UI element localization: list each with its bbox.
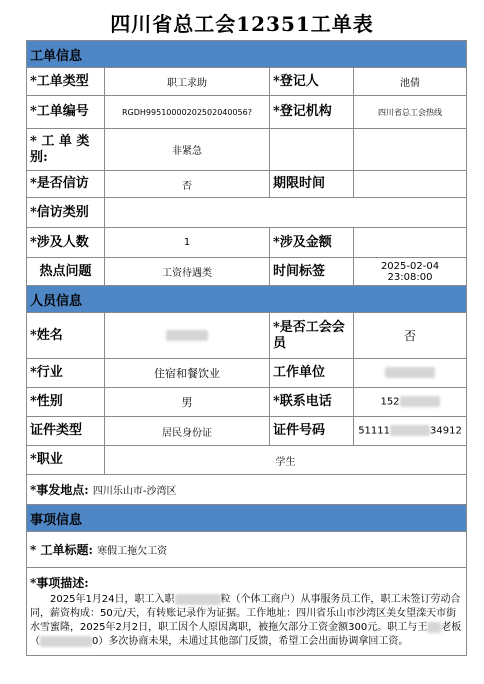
member-label: *是否工会会员 <box>270 313 354 359</box>
row-job <box>27 446 467 475</box>
row-hot <box>27 258 467 286</box>
id-number-label: 证件号码 <box>270 417 354 446</box>
job-value: 学生 <box>105 446 467 475</box>
phone-value <box>354 388 467 417</box>
registrant-value: 池倩 <box>354 68 467 96</box>
row-location <box>27 475 467 505</box>
time-value: 2025-02-04 23:08:00 <box>354 258 467 286</box>
row-order-type <box>27 68 467 96</box>
section-person-title: 人员信息 <box>27 286 467 313</box>
hot-value: 工资待遇类 <box>105 258 270 286</box>
phone-label: *联系电话 <box>270 388 354 417</box>
hot-label: 热点问题 <box>27 258 105 286</box>
order-number-label: *工单编号 <box>27 96 105 129</box>
category-empty-label <box>270 129 354 171</box>
row-name <box>27 313 467 359</box>
name-redaction <box>166 330 208 341</box>
matter-title-value: 寒假工拖欠工资 <box>97 546 168 557</box>
amount-label: *涉及金额 <box>270 228 354 258</box>
section-matter-title: 事项信息 <box>27 505 467 532</box>
people-label: *涉及人数 <box>27 228 105 258</box>
section-order-title: 工单信息 <box>27 41 467 68</box>
amount-value <box>354 228 467 258</box>
job-label: *职业 <box>27 446 105 475</box>
desc-part2: 粒（个体工商户）从事服务员工作，职工未签订劳动合同，薪资构成：50元/天，有转账记录作为证据。工作地址：四川省乐山市沙湾区美女望滦天市街水雪蜜隆，2025年2月2日，职工因个人原因离职，被拖欠部分工资金额300元。职工与王 <box>30 594 461 633</box>
row-matter-desc <box>27 568 467 656</box>
desc-part3: 老板（ <box>30 622 462 647</box>
visit-value: 否 <box>105 171 270 198</box>
visit-type-value <box>105 198 467 228</box>
order-type-value: 职工求助 <box>105 68 270 96</box>
phone-prefix: 152 <box>380 396 400 408</box>
industry-value: 住宿和餐饮业 <box>105 359 270 388</box>
visit-type-label: *信访类别 <box>27 198 105 228</box>
category-value: 非紧急 <box>105 129 270 171</box>
desc-part1: 2025年1月24日，职工入职 <box>50 594 175 605</box>
desc-redaction-3 <box>40 636 92 647</box>
workplace-value <box>354 359 467 388</box>
id-number-value <box>354 417 467 446</box>
gender-value: 男 <box>105 388 270 417</box>
location-label: *事发地点: <box>30 483 89 497</box>
name-value <box>105 313 270 359</box>
people-value: 1 <box>105 228 270 258</box>
row-id-type <box>27 417 467 446</box>
row-industry <box>27 359 467 388</box>
deadline-value <box>354 171 467 198</box>
id-type-value: 居民身份证 <box>105 417 270 446</box>
id-prefix: 51111 <box>358 425 390 437</box>
id-redaction <box>390 425 430 436</box>
section-matter-header <box>27 505 467 532</box>
category-empty-value <box>354 129 467 171</box>
desc-redaction-2 <box>427 622 441 633</box>
row-matter-title <box>27 532 467 568</box>
category-label: * 工 单 类 别: <box>27 129 105 171</box>
section-order-header <box>27 41 467 68</box>
registrant-label: *登记人 <box>270 68 354 96</box>
matter-title-cell <box>27 532 467 568</box>
row-gender <box>27 388 467 417</box>
row-visit <box>27 171 467 198</box>
time-label: 时间标签 <box>270 258 354 286</box>
matter-title-label: * 工单标题: <box>30 543 93 557</box>
id-type-label: 证件类型 <box>27 417 105 446</box>
workplace-redaction <box>385 367 435 378</box>
row-order-number <box>27 96 467 129</box>
deadline-label: 期限时间 <box>270 171 354 198</box>
industry-label: *行业 <box>27 359 105 388</box>
desc-redaction-1 <box>175 594 221 605</box>
matter-desc-cell <box>27 568 467 656</box>
location-value: 四川乐山市-沙湾区 <box>92 486 177 497</box>
workplace-label: 工作单位 <box>270 359 354 388</box>
matter-desc-body <box>30 591 463 651</box>
matter-desc-label: *事项描述: <box>30 576 89 590</box>
page-title: 四川省总工会12351工单表 <box>110 12 374 36</box>
phone-redaction <box>400 396 440 407</box>
desc-part4: 0）多次协商未果，未通过其他部门反馈，希望工会出面协调拿回工资。 <box>92 636 409 647</box>
id-suffix: 34912 <box>430 425 462 437</box>
work-order-form <box>26 40 467 656</box>
org-label: *登记机构 <box>270 96 354 129</box>
name-label: *姓名 <box>27 313 105 359</box>
row-category <box>27 129 467 171</box>
visit-label: *是否信访 <box>27 171 105 198</box>
member-value: 否 <box>354 313 467 359</box>
row-people <box>27 228 467 258</box>
section-person-header <box>27 286 467 313</box>
order-type-label: *工单类型 <box>27 68 105 96</box>
gender-label: *性别 <box>27 388 105 417</box>
order-number-value: RGDH99510000202502040056? <box>105 96 270 129</box>
location-cell <box>27 475 467 505</box>
row-visit-type <box>27 198 467 228</box>
org-value: 四川省总工会热线 <box>354 96 467 129</box>
